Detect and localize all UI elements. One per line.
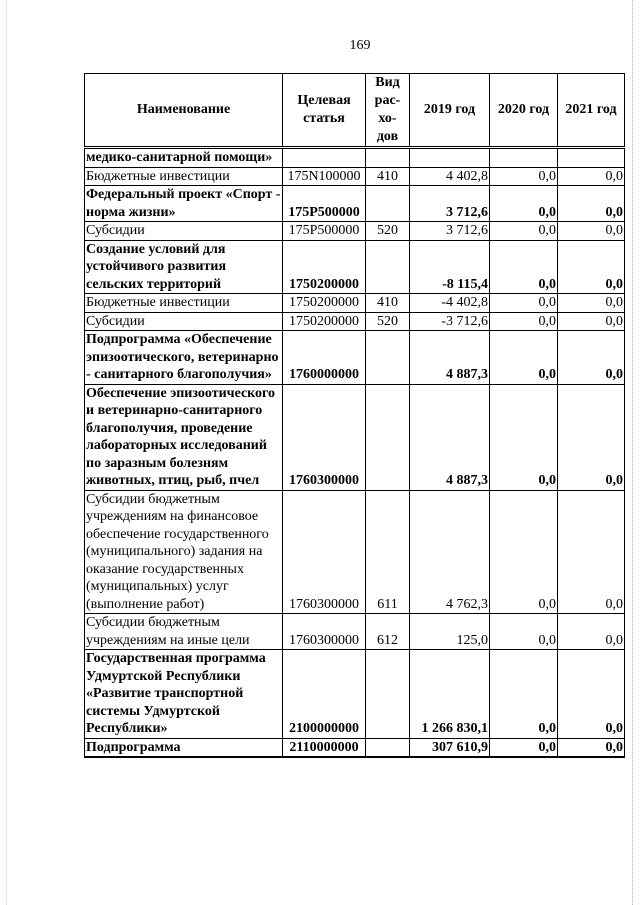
row-2020-cell: 0,0	[490, 186, 558, 222]
row-expense-type-cell: 410	[366, 294, 410, 313]
table-row	[85, 222, 625, 241]
header-code-line2: статья	[303, 111, 345, 126]
row-2021-cell: 0,0	[558, 614, 625, 650]
row-2019-cell: -3 712,6	[410, 312, 490, 331]
row-code-cell: 1760300000	[283, 490, 366, 614]
row-2021-cell: 0,0	[558, 294, 625, 313]
row-expense-type-cell: 612	[366, 614, 410, 650]
table-row	[85, 167, 625, 186]
row-2020-cell: 0,0	[490, 294, 558, 313]
row-name-cell: Создание условий для устойчивого развития сельских территорий	[85, 240, 283, 294]
table-row	[85, 384, 625, 490]
row-name-cell: Субсидии	[85, 222, 283, 241]
row-name-cell: Федеральный проект «Спорт - норма жизни»	[85, 186, 283, 222]
row-2021-cell: 0,0	[558, 650, 625, 739]
table-row	[85, 614, 625, 650]
row-2019-cell: 4 887,3	[410, 384, 490, 490]
row-expense-type-cell: 611	[366, 490, 410, 614]
row-name-cell: Субсидии бюджетным учреждениям на финансовое обеспечение государственного (муниципального) задания на оказание государственных (муниципальных) услуг (выполнение работ)	[85, 490, 283, 614]
page-number: 169	[349, 38, 371, 53]
row-2019-cell: 4 887,3	[410, 331, 490, 385]
row-2019-cell: 1 266 830,1	[410, 650, 490, 739]
header-type-line2: рас-	[374, 93, 401, 108]
budget-table	[84, 73, 625, 758]
row-code-cell: 1750200000	[283, 312, 366, 331]
row-2020-cell: 0,0	[490, 614, 558, 650]
header-type-line1: Вид	[375, 75, 400, 90]
row-2019-cell	[410, 148, 490, 168]
header-2020: 2020 год	[490, 74, 558, 148]
row-expense-type-cell	[366, 384, 410, 490]
row-expense-type-cell: 410	[366, 167, 410, 186]
table-header-row	[85, 74, 625, 148]
row-2020-cell: 0,0	[490, 384, 558, 490]
row-expense-type-cell	[366, 148, 410, 168]
row-2021-cell: 0,0	[558, 167, 625, 186]
row-name-cell: Подпрограмма «Обеспечение эпизоотического, ветеринарно - санитарного благополучия»	[85, 331, 283, 385]
header-expense-type	[366, 74, 410, 148]
row-code-cell: 175P500000	[283, 222, 366, 241]
row-code-cell: 1750200000	[283, 240, 366, 294]
row-2019-cell: 4 762,3	[410, 490, 490, 614]
row-code-cell: 2100000000	[283, 650, 366, 739]
row-2019-cell: 307 610,9	[410, 738, 490, 757]
row-2021-cell: 0,0	[558, 186, 625, 222]
row-2021-cell: 0,0	[558, 240, 625, 294]
row-code-cell: 1760000000	[283, 331, 366, 385]
table-row	[85, 186, 625, 222]
row-2021-cell: 0,0	[558, 490, 625, 614]
row-2020-cell	[490, 148, 558, 168]
row-2020-cell: 0,0	[490, 331, 558, 385]
row-2019-cell: 4 402,8	[410, 167, 490, 186]
table-row	[85, 240, 625, 294]
row-2021-cell	[558, 148, 625, 168]
row-name-cell: Подпрограмма	[85, 738, 283, 757]
row-2020-cell: 0,0	[490, 167, 558, 186]
table-row	[85, 331, 625, 385]
row-expense-type-cell: 520	[366, 222, 410, 241]
row-name-cell: медико-санитарной помощи»	[85, 148, 283, 168]
row-expense-type-cell	[366, 186, 410, 222]
header-code-line1: Целевая	[297, 93, 351, 108]
scan-edge-right	[632, 0, 633, 905]
header-code	[283, 74, 366, 148]
scan-edge-left	[6, 0, 7, 905]
row-code-cell: 2110000000	[283, 738, 366, 757]
row-expense-type-cell	[366, 331, 410, 385]
row-2020-cell: 0,0	[490, 312, 558, 331]
row-2019-cell: 125,0	[410, 614, 490, 650]
row-2021-cell: 0,0	[558, 222, 625, 241]
row-2019-cell: -4 402,8	[410, 294, 490, 313]
header-2021: 2021 год	[558, 74, 625, 148]
row-2021-cell: 0,0	[558, 384, 625, 490]
row-2020-cell: 0,0	[490, 650, 558, 739]
row-code-cell	[283, 148, 366, 168]
row-2019-cell: 3 712,6	[410, 186, 490, 222]
header-type-line4: дов	[376, 129, 399, 144]
table-row	[85, 738, 625, 757]
table-row	[85, 294, 625, 313]
table-row	[85, 650, 625, 739]
row-name-cell: Бюджетные инвестиции	[85, 294, 283, 313]
row-code-cell: 1750200000	[283, 294, 366, 313]
header-type-line3: хо-	[378, 111, 397, 126]
row-name-cell: Обеспечение эпизоотического и ветеринарно-санитарного благополучия, проведение лабораторных исследований по заразным болезням животных, птиц, рыб, пчел	[85, 384, 283, 490]
row-expense-type-cell: 520	[366, 312, 410, 331]
row-expense-type-cell	[366, 650, 410, 739]
row-2019-cell: 3 712,6	[410, 222, 490, 241]
row-expense-type-cell	[366, 240, 410, 294]
row-name-cell: Бюджетные инвестиции	[85, 167, 283, 186]
row-code-cell: 1760300000	[283, 384, 366, 490]
row-name-cell: Субсидии бюджетным учреждениям на иные цели	[85, 614, 283, 650]
row-2019-cell: -8 115,4	[410, 240, 490, 294]
row-code-cell: 175N100000	[283, 167, 366, 186]
row-code-cell: 1760300000	[283, 614, 366, 650]
row-name-cell: Государственная программа Удмуртской Республики «Развитие транспортной системы Удмуртской Республики»	[85, 650, 283, 739]
table-row	[85, 490, 625, 614]
header-name: Наименование	[85, 74, 283, 148]
row-2020-cell: 0,0	[490, 490, 558, 614]
header-2019: 2019 год	[410, 74, 490, 148]
row-2021-cell: 0,0	[558, 738, 625, 757]
row-2020-cell: 0,0	[490, 240, 558, 294]
row-name-cell: Субсидии	[85, 312, 283, 331]
row-code-cell: 175P500000	[283, 186, 366, 222]
row-2020-cell: 0,0	[490, 222, 558, 241]
row-2021-cell: 0,0	[558, 331, 625, 385]
table-row	[85, 312, 625, 331]
table-body	[85, 148, 625, 758]
row-expense-type-cell	[366, 738, 410, 757]
row-2020-cell: 0,0	[490, 738, 558, 757]
row-2021-cell: 0,0	[558, 312, 625, 331]
table-row	[85, 148, 625, 168]
